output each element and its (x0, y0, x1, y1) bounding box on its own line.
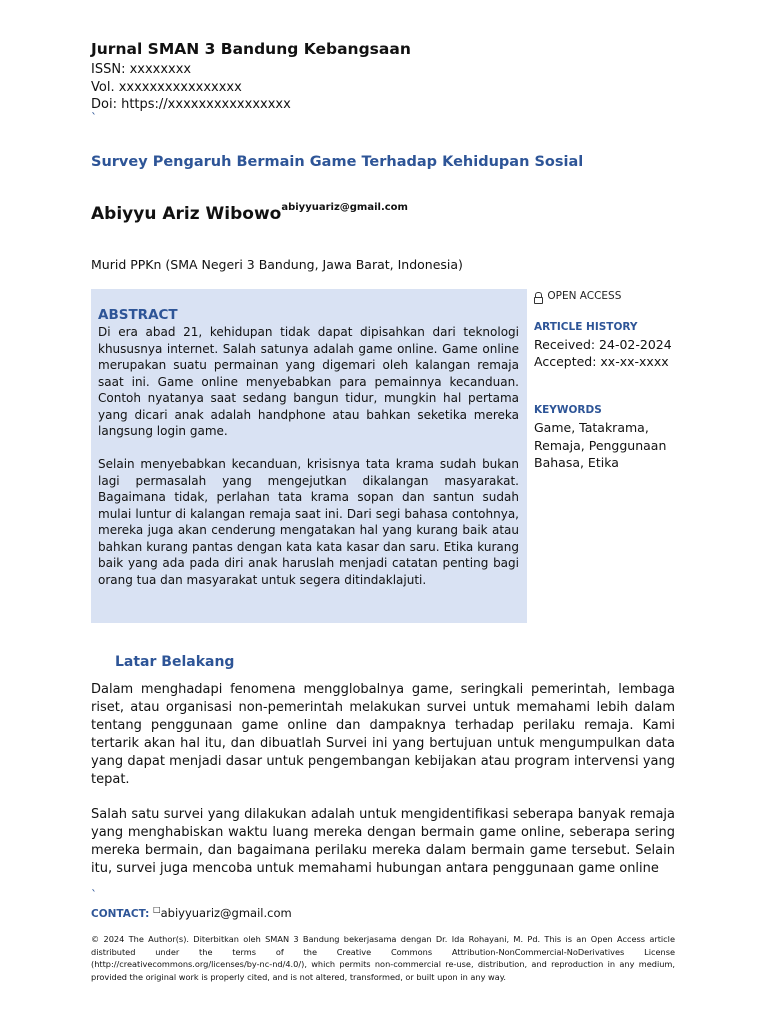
license-notice: © 2024 The Author(s). Diterbitkan oleh SMAN 3 Bandung bekerjasama dengan Dr. Ida Rohayani, M. Pd. This is an Open Access article distributed under the terms of the Creative Commons Attribution-NonCommercial-NoDerivatives License (http://creativecommons.org/licenses/by-nc-nd/4.0/), which permits non-commercial re-use, distribution, and reproduction in any medium, provided the original work is properly cited, and is not altered, transformed, or built upon in any way. (91, 934, 675, 982)
article-title: Survey Pengaruh Bermain Game Terhadap Kehidupan Sosial (91, 154, 584, 170)
author-name: Abiyyu Ariz Wibowo (91, 204, 282, 224)
section-heading: Latar Belakang (115, 654, 235, 670)
abstract-heading: ABSTRACT (98, 307, 178, 323)
article-history-heading: ARTICLE HISTORY (534, 321, 638, 333)
abstract-paragraph-2: Selain menyebabkan kecanduan, krisisnya tata krama sudah bukan lagi permasalah yang mengejutkan dikalangan masyarakat. Bagaimana tidak, perlahan tata krama sopan dan santun sudah mulai luntur di kalangan remaja saat ini. Dari segi bahasa contohnya, mereka juga akan cenderung mengatakan hal yang kurang baik atau bahkan kurang pantas dengan kata kata kasar dan saru. Etika kurang baik yang ada pada diri anak haruslah menjadi catatan penting bagi orang tua dan masyarakat untuk segera ditindaklajuti. (98, 457, 519, 587)
accepted-date: Accepted: xx-xx-xxxx (534, 354, 669, 369)
author-line (91, 204, 408, 224)
envelope-icon: □ (153, 905, 161, 914)
body-paragraph-2: Salah satu survei yang dilakukan adalah untuk mengidentifikasi seberapa banyak remaja yang menghabiskan waktu luang mereka dengan bermain game online, seberapa sering mereka bermain, dan bagaimana perilaku mereka dalam bermain game tersebut. Selain itu, survei juga mencoba untuk memahami hubungan antara penggunaan game online (91, 807, 675, 876)
keywords-line-1: Game, Tatakrama, (534, 420, 649, 435)
journal-name: Jurnal SMAN 3 Bandung Kebangsaan (91, 40, 411, 58)
author-email: abiyyuariz@gmail.com (281, 202, 408, 213)
received-date: Received: 24-02-2024 (534, 337, 672, 352)
doi-link[interactable]: Doi: https://xxxxxxxxxxxxxxxx (91, 97, 291, 112)
open-access-text: OPEN ACCESS (547, 290, 622, 302)
footer-mark: ` (91, 888, 97, 902)
doi-line (91, 97, 291, 112)
volume-line: Vol. xxxxxxxxxxxxxxxx (91, 80, 242, 95)
open-access-label (535, 290, 621, 302)
contact-line (91, 906, 292, 920)
contact-label: CONTACT: (91, 908, 150, 920)
keywords-heading: KEYWORDS (534, 404, 602, 416)
abstract-paragraph-1: Di era abad 21, kehidupan tidak dapat dipisahkan dari teknologi khususnya internet. Salah satunya adalah game online. Game online merupakan suatu permainan yang digemari oleh kalangan remaja saat ini. Game online menyebabkan para pemainnya kecanduan. Contoh nyatanya saat sedang bangun tidur, mungkin hal pertama yang dicari anak adalah handphone atau bahkan seketika mereka langsung login game. (98, 325, 519, 438)
affiliation: Murid PPKn (SMA Negeri 3 Bandung, Jawa Barat, Indonesia) (91, 257, 463, 272)
abstract-box (91, 289, 527, 623)
keywords-line-2: Remaja, Penggunaan (534, 438, 667, 453)
keywords-line-3: Bahasa, Etika (534, 455, 619, 470)
header-mark: ` (91, 111, 97, 125)
contact-email[interactable]: abiyyuariz@gmail.com (160, 906, 292, 920)
body-paragraph-1: Dalam menghadapi fenomena mengglobalnya game, seringkali pemerintah, lembaga riset, atau organisasi non-pemerintah melakukan survei untuk memahami lebih dalam tentang penggunaan game online dan dampaknya terhadap perilaku remaja. Kami tertarik akan hal itu, dan dibuatlah Survei ini yang bertujuan untuk mengumpulkan data yang dapat menjadi dasar untuk pengembangan kebijakan atau program intervensi yang tepat. (91, 682, 675, 787)
open-lock-icon (535, 292, 542, 298)
issn-line: ISSN: xxxxxxxx (91, 62, 192, 77)
